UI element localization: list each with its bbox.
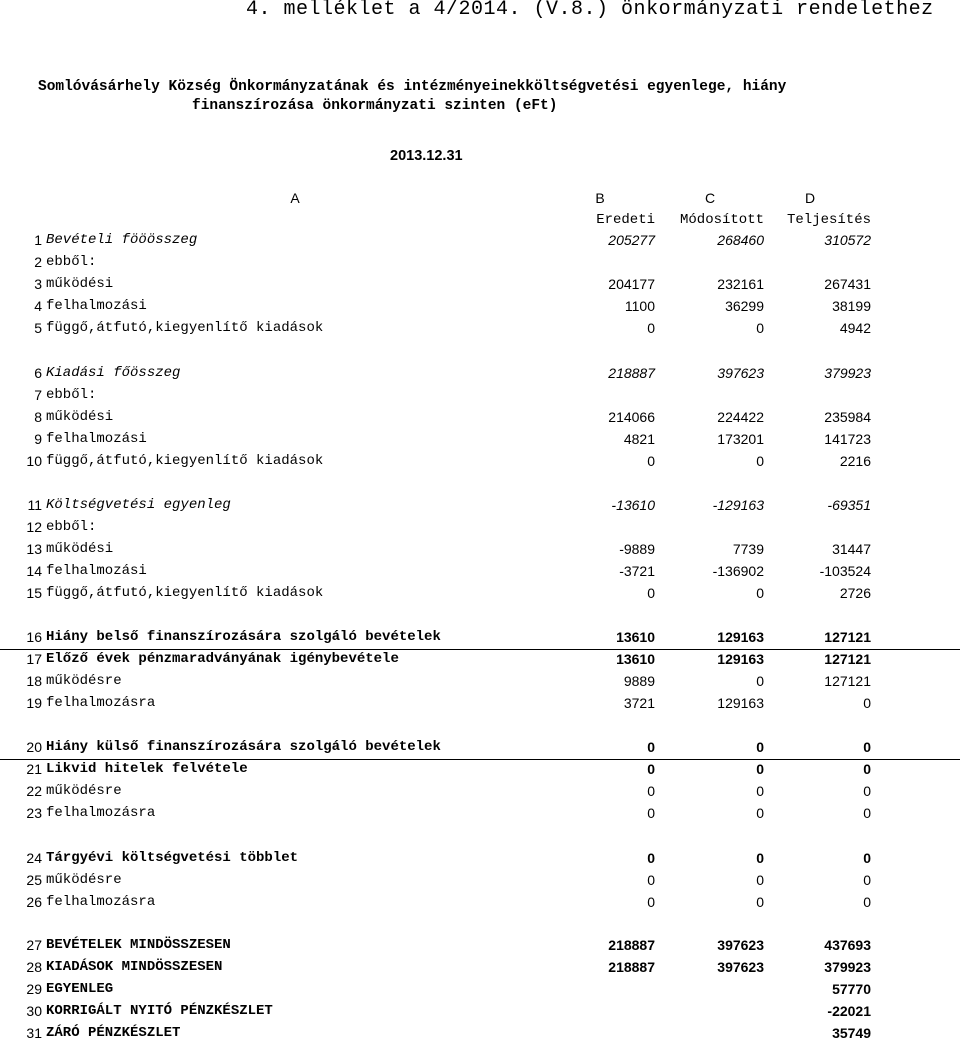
value-modositott: 397623 bbox=[717, 937, 764, 953]
row-label: Likvid hitelek felvétele bbox=[46, 761, 248, 777]
value-teljesites: 127121 bbox=[824, 629, 871, 645]
row-label: EGYENLEG bbox=[46, 981, 114, 997]
value-teljesites: 0 bbox=[863, 739, 871, 755]
row-number: 19 bbox=[26, 695, 42, 711]
page-header: 4. melléklet a 4/2014. (V.8.) önkormányzati rendelethez bbox=[246, 0, 934, 21]
row-number: 9 bbox=[34, 431, 42, 447]
row-label: ebből: bbox=[46, 387, 97, 403]
table-row bbox=[0, 230, 960, 252]
row-number: 7 bbox=[34, 387, 42, 403]
value-teljesites: 0 bbox=[863, 894, 871, 910]
row-number: 24 bbox=[26, 850, 42, 866]
row-label: Hiány külső finanszírozására szolgáló bevételek bbox=[46, 739, 441, 755]
value-eredeti: 4821 bbox=[623, 431, 655, 447]
row-number: 5 bbox=[34, 320, 42, 336]
value-teljesites: 57770 bbox=[832, 981, 871, 997]
title-line-1: Somlóvásárhely Község Önkormányzatának és intézményeinekköltségvetési egyenlege, hiány bbox=[38, 79, 787, 95]
value-teljesites: 2216 bbox=[839, 453, 871, 469]
row-label: függő,átfutó,kiegyenlítő kiadások bbox=[46, 320, 324, 336]
value-eredeti: 3721 bbox=[623, 695, 655, 711]
row-number: 16 bbox=[26, 629, 42, 645]
row-label: felhalmozásra bbox=[46, 695, 156, 711]
value-eredeti: 1100 bbox=[624, 298, 655, 314]
row-number: 22 bbox=[26, 783, 42, 799]
value-modositott: 7739 bbox=[732, 541, 764, 557]
column-subheader-c: Módosított bbox=[679, 212, 764, 228]
value-eredeti: -9889 bbox=[619, 541, 655, 557]
row-label: felhalmozásra bbox=[46, 805, 156, 821]
table-row bbox=[0, 649, 960, 671]
value-teljesites: -22021 bbox=[827, 1003, 871, 1019]
value-teljesites: 235984 bbox=[824, 409, 871, 425]
value-teljesites: 0 bbox=[863, 695, 871, 711]
table-row bbox=[0, 781, 960, 803]
row-label: működési bbox=[46, 541, 114, 557]
table-row bbox=[0, 407, 960, 429]
value-eredeti: 205277 bbox=[608, 232, 655, 248]
row-number: 20 bbox=[26, 739, 42, 755]
column-header-b: B bbox=[595, 190, 605, 206]
value-modositott: 0 bbox=[756, 783, 764, 799]
value-eredeti: -3721 bbox=[619, 563, 655, 579]
row-label: függő,átfutó,kiegyenlítő kiadások bbox=[46, 453, 324, 469]
value-teljesites: 379923 bbox=[824, 365, 871, 381]
table-row bbox=[0, 892, 960, 914]
row-label: felhalmozási bbox=[46, 563, 147, 579]
row-number: 27 bbox=[26, 937, 42, 953]
value-modositott: 0 bbox=[756, 453, 764, 469]
row-number: 31 bbox=[26, 1025, 42, 1041]
value-eredeti: -13610 bbox=[611, 497, 655, 513]
value-modositott: 129163 bbox=[717, 651, 764, 667]
value-eredeti: 218887 bbox=[608, 365, 655, 381]
row-label: működési bbox=[46, 276, 114, 292]
row-number: 10 bbox=[26, 453, 42, 469]
row-number: 11 bbox=[27, 497, 42, 513]
value-eredeti: 214066 bbox=[608, 409, 655, 425]
value-teljesites: 38199 bbox=[832, 298, 871, 314]
value-modositott: -136902 bbox=[712, 563, 764, 579]
value-modositott: 173201 bbox=[717, 431, 764, 447]
row-label: Előző évek pénzmaradványának igénybevétele bbox=[46, 651, 399, 667]
value-eredeti: 0 bbox=[647, 783, 655, 799]
value-eredeti: 0 bbox=[647, 850, 655, 866]
value-eredeti: 0 bbox=[647, 805, 655, 821]
table-row bbox=[0, 318, 960, 340]
row-label: működésre bbox=[46, 872, 122, 888]
row-number: 14 bbox=[26, 563, 42, 579]
value-teljesites: 0 bbox=[863, 783, 871, 799]
value-eredeti: 0 bbox=[647, 872, 655, 888]
row-number: 3 bbox=[34, 276, 42, 292]
row-label: működési bbox=[46, 409, 114, 425]
value-eredeti: 204177 bbox=[608, 276, 655, 292]
table-row bbox=[0, 671, 960, 693]
row-number: 4 bbox=[34, 298, 42, 314]
row-number: 29 bbox=[26, 981, 42, 997]
value-teljesites: 310572 bbox=[824, 232, 871, 248]
row-number: 2 bbox=[34, 254, 42, 270]
row-number: 6 bbox=[34, 365, 42, 381]
value-eredeti: 9889 bbox=[623, 673, 655, 689]
row-label: függő,átfutó,kiegyenlítő kiadások bbox=[46, 585, 324, 601]
table-row bbox=[0, 848, 960, 870]
value-eredeti: 218887 bbox=[608, 959, 655, 975]
value-modositott: 0 bbox=[756, 850, 764, 866]
table-row bbox=[0, 252, 960, 274]
value-eredeti: 0 bbox=[647, 739, 655, 755]
table-row bbox=[0, 539, 960, 561]
table-row bbox=[0, 296, 960, 318]
value-teljesites: 267431 bbox=[824, 276, 871, 292]
row-number: 18 bbox=[26, 673, 42, 689]
value-teljesites: -103524 bbox=[819, 563, 871, 579]
table-row bbox=[0, 803, 960, 825]
value-teljesites: 0 bbox=[863, 761, 871, 777]
value-eredeti: 218887 bbox=[608, 937, 655, 953]
value-teljesites: 31447 bbox=[832, 541, 871, 557]
value-modositott: 0 bbox=[756, 761, 764, 777]
table-row bbox=[0, 737, 960, 760]
value-eredeti: 13610 bbox=[616, 629, 655, 645]
table-row bbox=[0, 759, 960, 781]
value-teljesites: 0 bbox=[863, 872, 871, 888]
table-row bbox=[0, 561, 960, 583]
row-label: felhalmozási bbox=[46, 431, 147, 447]
row-number: 21 bbox=[26, 761, 42, 777]
row-label: működésre bbox=[46, 783, 122, 799]
row-number: 12 bbox=[26, 519, 42, 535]
row-number: 13 bbox=[26, 541, 42, 557]
row-label: BEVÉTELEK MINDÖSSZESEN bbox=[46, 937, 231, 953]
value-modositott: 0 bbox=[756, 739, 764, 755]
row-label: Bevételi fööösszeg bbox=[46, 232, 198, 248]
value-teljesites: 0 bbox=[863, 805, 871, 821]
row-number: 23 bbox=[26, 805, 42, 821]
table-row bbox=[0, 363, 960, 385]
table-row bbox=[0, 274, 960, 296]
table-row bbox=[0, 385, 960, 407]
row-label: felhalmozási bbox=[46, 298, 147, 314]
row-label: Hiány belső finanszírozására szolgáló bevételek bbox=[46, 629, 441, 645]
value-modositott: 0 bbox=[756, 673, 764, 689]
value-teljesites: 2726 bbox=[839, 585, 871, 601]
row-number: 1 bbox=[34, 232, 42, 248]
table-row bbox=[0, 583, 960, 605]
table-row bbox=[0, 627, 960, 650]
column-header-a: A bbox=[290, 190, 300, 206]
table-row bbox=[0, 957, 960, 979]
value-modositott: 129163 bbox=[717, 629, 764, 645]
row-number: 25 bbox=[26, 872, 42, 888]
value-eredeti: 13610 bbox=[616, 651, 655, 667]
row-number: 8 bbox=[34, 409, 42, 425]
table-row bbox=[0, 935, 960, 957]
value-teljesites: 0 bbox=[863, 850, 871, 866]
value-modositott: -129163 bbox=[712, 497, 764, 513]
table-row bbox=[0, 693, 960, 715]
row-label: működésre bbox=[46, 673, 122, 689]
row-label: Költségvetési egyenleg bbox=[46, 497, 231, 513]
value-eredeti: 0 bbox=[647, 761, 655, 777]
value-modositott: 0 bbox=[756, 805, 764, 821]
value-modositott: 0 bbox=[756, 320, 764, 336]
value-eredeti: 0 bbox=[647, 894, 655, 910]
value-eredeti: 0 bbox=[647, 453, 655, 469]
row-number: 30 bbox=[26, 1003, 42, 1019]
row-label: KORRIGÁLT NYITÓ PÉNZKÉSZLET bbox=[46, 1003, 273, 1019]
value-eredeti: 0 bbox=[647, 320, 655, 336]
value-modositott: 397623 bbox=[717, 959, 764, 975]
value-modositott: 36299 bbox=[725, 298, 764, 314]
value-modositott: 232161 bbox=[717, 276, 764, 292]
table-row bbox=[0, 517, 960, 539]
value-teljesites: 379923 bbox=[824, 959, 871, 975]
title-line-2: finanszírozása önkormányzati szinten (eFt) bbox=[192, 98, 558, 114]
value-teljesites: -69351 bbox=[827, 497, 871, 513]
value-modositott: 397623 bbox=[717, 365, 764, 381]
value-teljesites: 141723 bbox=[824, 431, 871, 447]
value-teljesites: 437693 bbox=[824, 937, 871, 953]
report-date: 2013.12.31 bbox=[390, 148, 463, 164]
column-subheader-b: Eredeti bbox=[596, 212, 655, 228]
value-eredeti: 0 bbox=[647, 585, 655, 601]
value-modositott: 0 bbox=[756, 894, 764, 910]
row-number: 15 bbox=[26, 585, 42, 601]
table-row bbox=[0, 1001, 960, 1023]
row-label: Kiadási főösszeg bbox=[46, 365, 181, 381]
value-teljesites: 127121 bbox=[824, 673, 871, 689]
value-teljesites: 4942 bbox=[839, 320, 871, 336]
row-number: 17 bbox=[26, 651, 42, 667]
table-row bbox=[0, 979, 960, 1001]
value-modositott: 0 bbox=[756, 872, 764, 888]
row-label: ZÁRÓ PÉNZKÉSZLET bbox=[46, 1025, 181, 1041]
column-header-d: D bbox=[804, 190, 816, 206]
table-row bbox=[0, 451, 960, 473]
row-label: KIADÁSOK MINDÖSSZESEN bbox=[46, 959, 223, 975]
table-row bbox=[0, 429, 960, 451]
value-teljesites: 35749 bbox=[832, 1025, 871, 1041]
row-label: ebből: bbox=[46, 254, 97, 270]
row-label: ebből: bbox=[46, 519, 97, 535]
value-modositott: 0 bbox=[756, 585, 764, 601]
value-modositott: 129163 bbox=[717, 695, 764, 711]
row-label: felhalmozásra bbox=[46, 894, 156, 910]
document-title bbox=[38, 78, 786, 116]
row-number: 28 bbox=[26, 959, 42, 975]
value-modositott: 224422 bbox=[717, 409, 764, 425]
row-number: 26 bbox=[26, 894, 42, 910]
column-subheader-d: Teljesítés bbox=[786, 212, 871, 228]
row-label: Tárgyévi költségvetési többlet bbox=[46, 850, 299, 866]
value-modositott: 268460 bbox=[717, 232, 764, 248]
value-teljesites: 127121 bbox=[824, 651, 871, 667]
table-row bbox=[0, 495, 960, 517]
table-row bbox=[0, 870, 960, 892]
column-header-c: C bbox=[704, 190, 716, 206]
